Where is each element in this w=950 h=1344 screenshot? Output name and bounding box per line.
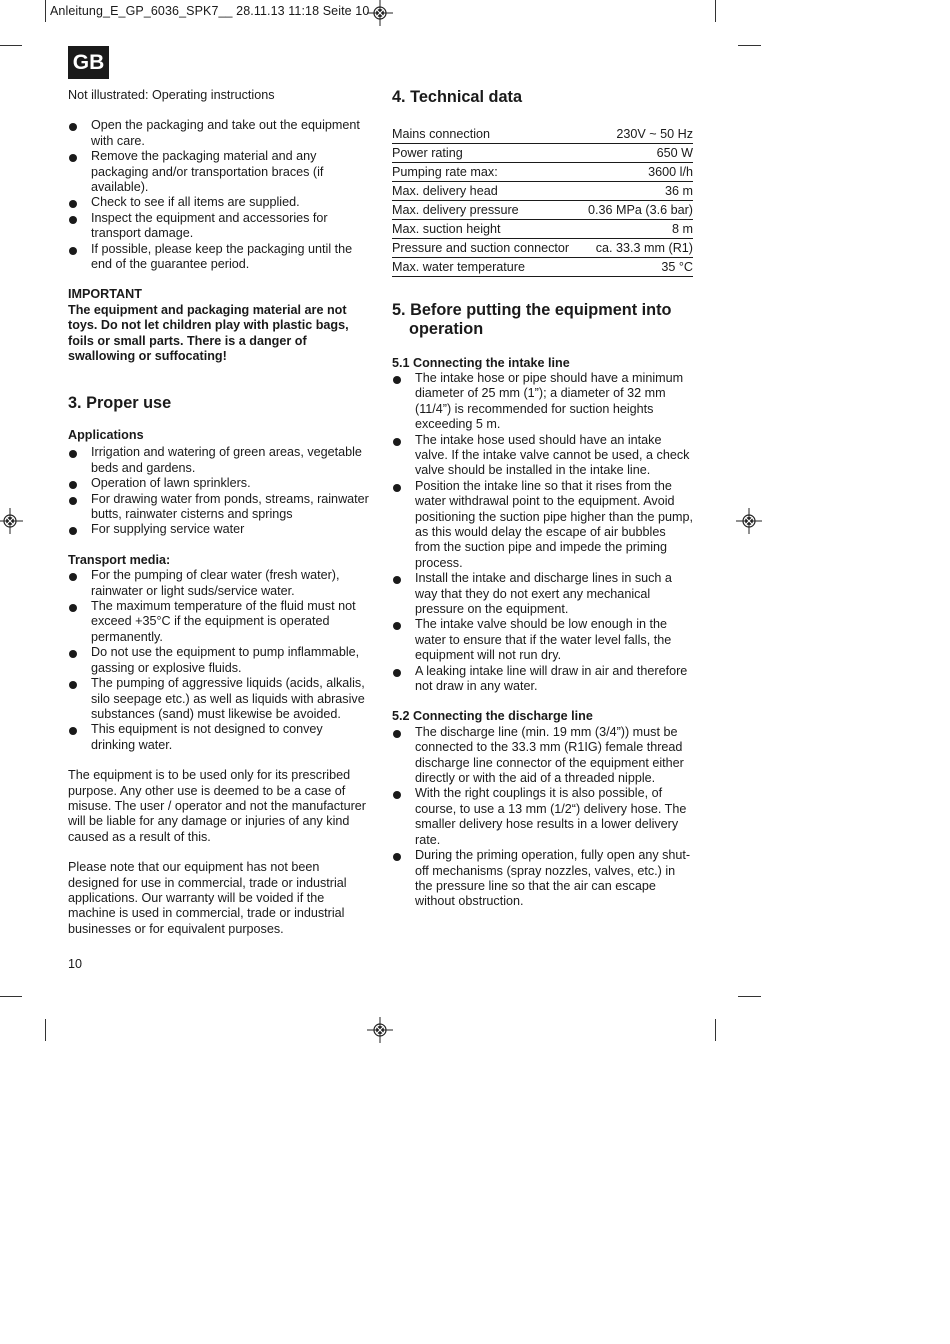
list-item: Inspect the equipment and accessories for transport damage. [68,211,370,242]
list-item: Remove the packaging material and any packaging and/or transportation braces (if available). [68,149,370,195]
table-cell-label: Max. delivery head [392,181,581,200]
list-item: If possible, please keep the packaging until the end of the guarantee period. [68,242,370,273]
table-row [392,143,693,162]
table-cell-value: 8 m [581,219,693,238]
discharge-line-list [392,725,694,910]
important-title: IMPORTANT [68,287,142,302]
table-row [392,181,693,200]
page-number: 10 [68,957,83,971]
important-text: The equipment and packaging material are not toys. Do not let children play with plastic bags, foils or small parts. There is a danger of swallowing or suffocating! [68,302,349,364]
technical-data-table [392,125,693,277]
intake-line-title: 5.1 Connecting the intake line [392,355,570,370]
table-cell-label: Pressure and suction connector [392,238,581,257]
table-cell-label: Max. delivery pressure [392,200,581,219]
right-column [392,88,694,910]
list-item: Open the packaging and take out the equipment with care. [68,118,370,149]
table-row [392,219,693,238]
table-cell-value: ca. 33.3 mm (R1) [581,238,693,257]
list-item: The pumping of aggressive liquids (acids, alkalis, silo seepage etc.) as well as liquids with abrasive substances (sand) must likewise be avoided. [68,676,370,722]
crop-mark [738,996,761,997]
list-item: Operation of lawn sprinklers. [68,476,370,491]
section-title-proper-use: 3. Proper use [68,393,172,412]
print-header: Anleitung_E_GP_6036_SPK7__ 28.11.13 11:18 Seite 10 [50,4,370,18]
table-cell-label: Mains connection [392,125,581,144]
table-cell-label: Power rating [392,143,581,162]
table-row [392,257,693,276]
list-item: A leaking intake line will draw in air and therefore not draw in any water. [392,664,694,695]
list-item: Install the intake and discharge lines in such a way that they do not exert any mechanical pressure on the equipment. [392,571,694,617]
crop-mark [738,45,761,46]
table-row [392,200,693,219]
list-item: The intake valve should be low enough in the water to ensure that if the water level falls, the equipment will not run dry. [392,617,694,663]
list-item: The intake hose used should have an intake valve. If the intake valve cannot be used, a check valve should be installed in the intake line. [392,433,694,479]
registration-mark-icon [367,0,393,26]
table-row [392,125,693,144]
list-item: For supplying service water [68,522,370,537]
intake-line-list [392,371,694,695]
table-cell-value: 3600 l/h [581,162,693,181]
table-cell-value: 650 W [581,143,693,162]
paragraph-warranty: Please note that our equipment has not been designed for use in commercial, trade or industrial applications. Our warranty will be voided if the machine is used in commercial, trade or industrial businesses or for equivalent purposes. [68,860,347,936]
crop-mark [0,996,22,997]
list-item: Position the intake line so that it rises from the water withdrawal point to the equipment. Avoid positioning the suction pipe higher than the pump, as this would delay the escape of air bubbles from the suction pipe and impede the priming process. [392,479,694,571]
list-item: During the priming operation, fully open any shut-off mechanisms (spray nozzles, valves, etc.) in the pressure line so that the air can escape without obstruction. [392,848,694,910]
paragraph-prescribed-use: The equipment is to be used only for its prescribed purpose. Any other use is deemed to be a case of misuse. The user / operator and not the manufacturer will be liable for any damage or injuries of any kind caused as a result of this. [68,768,366,844]
discharge-line-title: 5.2 Connecting the discharge line [392,709,593,724]
crop-mark [715,0,716,22]
table-row [392,238,693,257]
left-column [68,88,370,937]
transport-media-list [68,568,370,753]
list-item: Do not use the equipment to pump inflammable, gassing or explosive fluids. [68,645,370,676]
table-cell-value: 35 °C [581,257,693,276]
list-item: With the right couplings it is also possible, of course, to use a 13 mm (1/2“) delivery hose. The smaller delivery hose results in a lower delivery rate. [392,786,694,848]
applications-list [68,445,370,537]
registration-mark-icon [0,508,23,534]
crop-mark [45,0,46,22]
list-item: Check to see if all items are supplied. [68,195,370,210]
table-cell-value: 230V ~ 50 Hz [581,125,693,144]
registration-mark-icon [367,1017,393,1043]
table-cell-label: Pumping rate max: [392,162,581,181]
intro-text: Not illustrated: Operating instructions [68,88,275,102]
section-title-before-operation: 5. Before putting the equipment into operation [392,300,672,338]
language-badge: GB [68,46,109,79]
registration-mark-icon [736,508,762,534]
transport-media-title: Transport media: [68,552,171,567]
list-item: For drawing water from ponds, streams, rainwater butts, rainwater cisterns and springs [68,492,370,523]
applications-title: Applications [68,428,144,442]
crop-mark [0,45,22,46]
table-row [392,162,693,181]
list-item: The maximum temperature of the fluid must not exceed +35°C if the equipment is operated permanently. [68,599,370,645]
unpack-list [68,118,370,272]
table-cell-label: Max. water temperature [392,257,581,276]
section-title-technical-data: 4. Technical data [392,88,522,106]
list-item: Irrigation and watering of green areas, vegetable beds and gardens. [68,445,370,476]
table-cell-value: 0.36 MPa (3.6 bar) [581,200,693,219]
crop-mark [45,1019,46,1041]
list-item: This equipment is not designed to convey drinking water. [68,722,370,753]
table-cell-label: Max. suction height [392,219,581,238]
crop-mark [715,1019,716,1041]
table-cell-value: 36 m [581,181,693,200]
list-item: For the pumping of clear water (fresh water), rainwater or light suds/service water. [68,568,370,599]
list-item: The intake hose or pipe should have a minimum diameter of 25 mm (1”); a diameter of 32 mm (11/4”) is recommended for suction heights exceeding 5 m. [392,371,694,433]
list-item: The discharge line (min. 19 mm (3/4”)) must be connected to the 33.3 mm (R1IG) female thread discharge line connector of the equipment either directly or with the aid of a threaded nipple. [392,725,694,787]
